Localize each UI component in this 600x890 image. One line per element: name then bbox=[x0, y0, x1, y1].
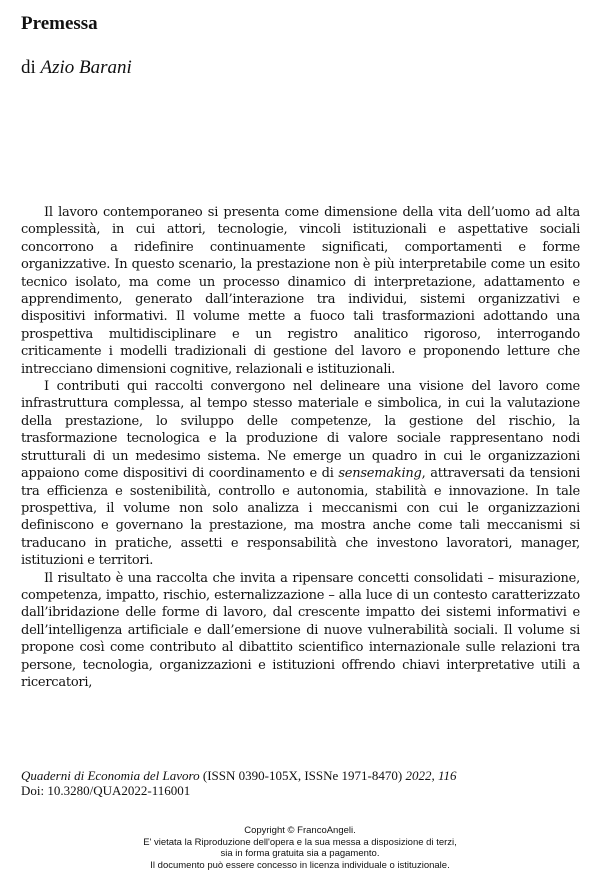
journal-citation bbox=[21, 768, 457, 798]
page-title: Premessa bbox=[21, 13, 98, 34]
journal-year-issue: 2022, 116 bbox=[405, 768, 457, 783]
journal-doi: Doi: 10.3280/QUA2022-116001 bbox=[21, 783, 191, 798]
paragraph-2-part-b: , attraversati da tensioni tra efficienza e sostenibilità, controllo e autonomia, stabilità e innovazione. In tale prospettiva, il volume non solo analizza i meccanismi con cui le organizzazioni definiscono e governano la prestazione, ma mostra anche come tali meccanismi si traducano in pratiche, assetti e responsabilità che investono lavoratori, manager, istituzioni e territori. bbox=[21, 466, 580, 569]
journal-issn: (ISSN 0390-105X, ISSNe 1971-8470) bbox=[199, 768, 406, 783]
journal-line bbox=[21, 768, 457, 783]
copyright-line-4: Il documento può essere concesso in licenza individuale o istituzionale. bbox=[150, 859, 450, 871]
author-prefix: di bbox=[21, 57, 41, 78]
copyright-line-3: sia in forma gratuita sia a pagamento. bbox=[220, 848, 380, 859]
paragraph-2 bbox=[21, 378, 580, 569]
paragraph-3: Il risultato è una raccolta che invita a ripensare concetti consolidati – misurazione, competenza, impatto, rischio, esternalizzazione – alla luce di un contesto caratterizzato dall’ibridazione delle forme di lavoro, dal crescente impatto dei sistemi informativi e dell’intelligenza artificiale e dall’emersione di nuove vulnerabilità sociali. Il volume si propone così come contributo al dibattito scientifico internazionale sulle relazioni tra persone, tecnologia, organizzazioni e istituzioni offrendo chiavi interpretative utili a ricercatori, bbox=[21, 570, 580, 690]
author-name: Azio Barani bbox=[40, 57, 132, 78]
copyright-notice bbox=[0, 825, 600, 871]
copyright-line-1: Copyright © FrancoAngeli. bbox=[244, 825, 356, 836]
copyright-line-2: E' vietata la Riproduzione dell'opera e la sua messa a disposizione di terzi, bbox=[143, 836, 457, 848]
body-text bbox=[21, 204, 580, 691]
paragraph-1: Il lavoro contemporaneo si presenta come dimensione della vita dell’uomo ad alta complessità, in cui attori, tecnologie, vincoli istituzionali e aspettative sociali concorrono a ridefinire continuamente significati, comportamenti e forme organizzative. In questo scenario, la prestazione non è più interpretabile come un esito tecnico isolato, ma come un processo dinamico di interpretazione, adattamento e apprendimento, generato dall’interazione tra individui, sistemi organizzativi e dispositivi informativi. Il volume mette a fuoco tali trasformazioni adottando una prospettiva multidisciplinare e un registro analitico rigoroso, interrogando criticamente i modelli tradizionali di gestione del lavoro e proponendo letture che intrecciano dimensioni cognitive, relazionali e istituzionali. bbox=[21, 205, 580, 377]
paragraph-2-part-a: I contributi qui raccolti convergono nel delineare una visione del lavoro come infrastruttura complessa, al tempo stesso materiale e simbolica, in cui la valutazione della prestazione, lo sviluppo delle competenze, la gestione del rischio, la trasformazione tecnologica e la produzione di valore sociale rappresentano nodi strutturali di un medesimo sistema. Ne emerge un quadro in cui le organizzazioni appaiono come dispositivi di coordinamento e di bbox=[21, 379, 580, 482]
paragraph-2-emphasis: sensemaking bbox=[338, 466, 422, 482]
journal-name: Quaderni di Economia del Lavoro bbox=[21, 768, 200, 783]
author-line bbox=[21, 57, 132, 79]
